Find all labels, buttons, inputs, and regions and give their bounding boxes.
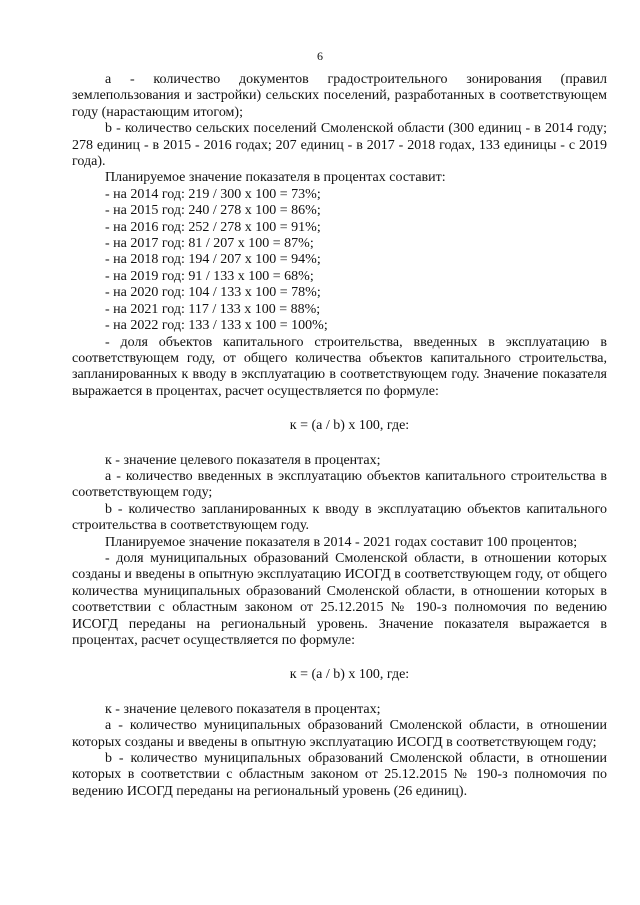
- paragraph-planned-value: Планируемое значение показателя в 2014 - 2021 годах составит 100 процентов;: [105, 534, 578, 550]
- year-line: - на 2019 год: 91 / 133 x 100 = 68%;: [105, 268, 314, 284]
- paragraph-municipal-share: - доля муниципальных образований Смоленской области, в отношении которых созданы и введены в опытную эксплуатацию ИСОГД в соответствующем году, от общего количества муниципальных образований Смоленской области, в отношении которых в соответствии с областным законом от 25.12.2015 № 190-з полномочия по ведению ИСОГД переданы на региональный уровень. Значение показателя выражается в процентах, расчет осуществляется по формуле:: [72, 550, 607, 648]
- year-line: - на 2015 год: 240 / 278 x 100 = 86%;: [105, 203, 321, 219]
- year-line: - на 2017 год: 81 / 207 x 100 = 87%;: [105, 236, 314, 252]
- year-line: - на 2014 год: 219 / 300 x 100 = 73%;: [105, 186, 321, 202]
- year-line: - на 2016 год: 252 / 278 x 100 = 91%;: [105, 219, 321, 235]
- paragraph-a-definition: a - количество муниципальных образований Смоленской области, в отношении которых созданы и введены в опытную эксплуатацию ИСОГД в соответствующем году;: [72, 718, 607, 750]
- paragraph-capital-construction-share: - доля объектов капитального строительства, введенных в эксплуатацию в соответствующем году, от общего количества объектов капитального строительства, запланированных к вводу в эксплуатацию в соответствующем году. Значение показателя выражается в процентах, расчет осуществляется по формуле:: [72, 334, 607, 399]
- year-line: - на 2018 год: 194 / 207 x 100 = 94%;: [105, 252, 321, 268]
- year-line: - на 2020 год: 104 / 133 x 100 = 78%;: [105, 285, 321, 301]
- year-line: - на 2022 год: 133 / 133 x 100 = 100%;: [105, 318, 328, 334]
- paragraph-b-definition: b - количество муниципальных образований Смоленской области, в отношении которых в соответствии с областным законом от 25.12.2015 № 190-з полномочия по ведению ИСОГД переданы на региональный уровень (26 единиц).: [72, 751, 607, 799]
- paragraph-b-definition: b - количество сельских поселений Смоленской области (300 единиц - в 2014 году; 278 единиц - в 2015 - 2016 годах; 207 единиц - в 2017 - 2018 годах, 133 единицы - с 2019 года).: [72, 121, 607, 170]
- paragraph-k-definition: к - значение целевого показателя в процентах;: [105, 701, 381, 717]
- formula: к = (a / b) x 100, где:: [289, 418, 410, 434]
- paragraph-k-definition: к - значение целевого показателя в процентах;: [105, 452, 381, 468]
- year-line: - на 2021 год: 117 / 133 x 100 = 88%;: [105, 301, 321, 317]
- page-number: 6: [317, 49, 323, 63]
- paragraph-b-definition: b - количество запланированных к вводу в эксплуатацию объектов капитального строительства в соответствующем году.: [72, 501, 607, 534]
- paragraph-planned-intro: Планируемое значение показателя в процентах составит:: [105, 170, 446, 186]
- formula: к = (a / b) x 100, где:: [289, 667, 410, 683]
- paragraph-a-definition: a - количество введенных в эксплуатацию объектов капитального строительства в соответствующем году;: [72, 468, 607, 501]
- document-body: [72, 72, 607, 800]
- paragraph-a-definition: a - количество документов градостроительного зонирования (правил землепользования и застройки) сельских поселений, разработанных в соответствующем году (нарастающим итогом);: [72, 72, 607, 120]
